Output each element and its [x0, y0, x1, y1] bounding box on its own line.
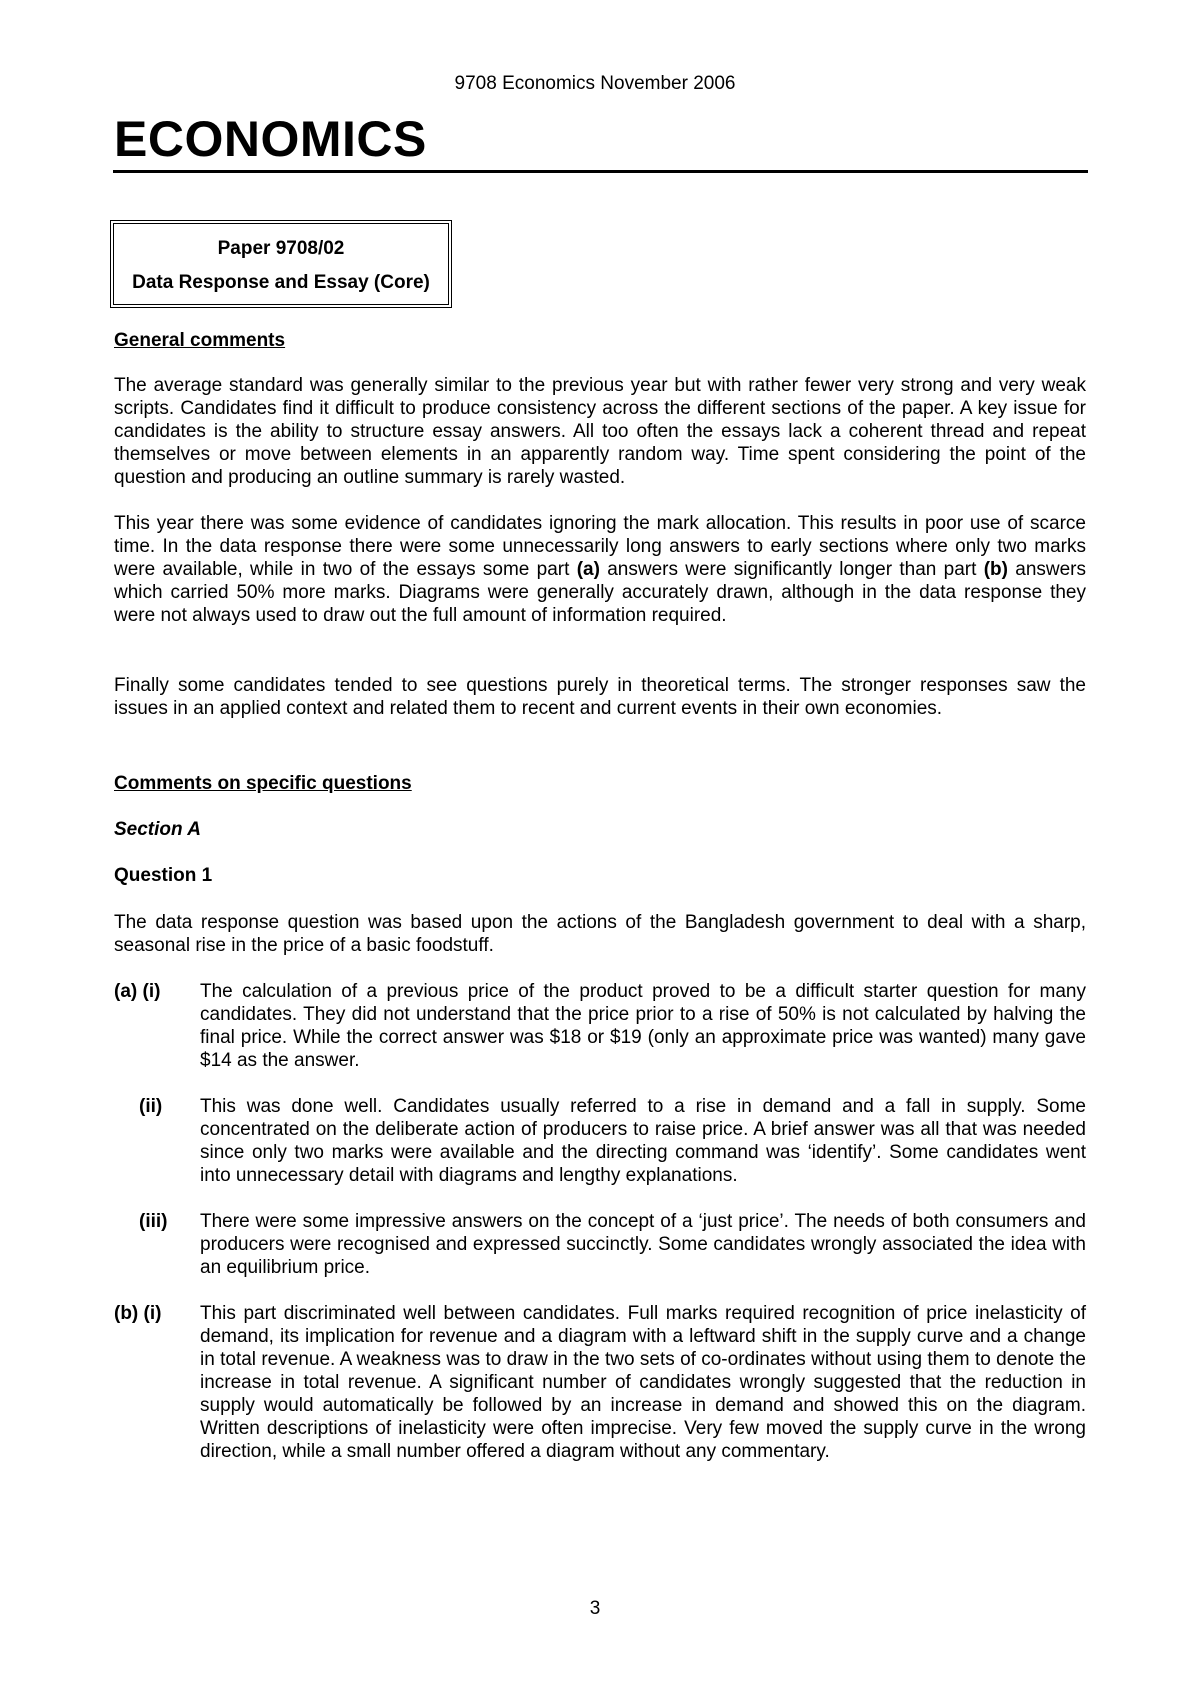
paper-code: Paper 9708/02 — [217, 238, 345, 259]
paper-subtitle: Data Response and Essay (Core) — [132, 272, 430, 293]
item-label: (ii) — [139, 1096, 163, 1117]
paper-info-box — [110, 220, 452, 308]
question-heading: Question 1 — [114, 865, 213, 886]
item-text: This part discriminated well between candidates. Full marks required recognition of price inelasticity of demand, its implication for revenue and a diagram with a leftward shift in the supply curve and a change in total revenue. A weakness was to draw in the two sets of co-ordinates without using them to denote the increase in total revenue. A significant number of candidates wrongly suggested that the reduction in supply would automatically be followed by an increase in demand and showed this on the diagram. Written descriptions of inelasticity were often imprecise. Very few moved the supply curve in the wrong direction, while a small number offered a diagram without any commentary. — [200, 1303, 1086, 1462]
item-text: The calculation of a previous price of the product proved to be a difficult starter question for many candidates. They did not understand that the price prior to a rise of 50% is not calculated by halving the final price. While the correct answer was $18 or $19 (only an approximate price was wanted) many gave $14 as the answer. — [200, 981, 1086, 1071]
general-paragraph-2 — [114, 512, 1086, 627]
item-text: There were some impressive answers on the concept of a ‘just price’. The needs of both consumers and producers were recognised and expressed succinctly. Some candidates wrongly associated the idea with an equilibrium price. — [200, 1211, 1086, 1278]
part-a-ref: (a) — [576, 559, 600, 580]
title-rule — [113, 170, 1088, 173]
part-b-ref: (b) — [983, 559, 1008, 580]
question-intro: The data response question was based upon the actions of the Bangladesh government to deal with a sharp, seasonal rise in the price of a basic foodstuff. — [114, 912, 1086, 956]
page-title: ECONOMICS — [114, 111, 427, 167]
general-paragraph-3: Finally some candidates tended to see questions purely in theoretical terms. The stronger responses saw the issues in an applied context and related them to recent and current events in their own economies. — [114, 675, 1086, 719]
paragraph-text: answers which carried 50% more marks. Diagrams were generally accurately drawn, although in the data response they were not always used to draw out the full amount of information required. — [114, 559, 1086, 626]
general-comments-heading: General comments — [114, 330, 286, 351]
paragraph-text: This year there was some evidence of candidates ignoring the mark allocation. This results in poor use of scarce time. In the data response there were some unnecessarily long answers to early sections where only two marks were available, while in two of the essays some part — [114, 513, 1086, 580]
item-text: This was done well. Candidates usually referred to a rise in demand and a fall in supply. Some concentrated on the deliberate action of producers to raise price. A brief answer was all that was needed since only two marks were available and the directing command was ‘identify’. Some candidates went into unnecessary detail with diagrams and lengthy explanations. — [200, 1096, 1086, 1186]
paragraph-text: answers were significantly longer than part — [599, 559, 984, 580]
general-paragraph-1: The average standard was generally similar to the previous year but with rather fewer very strong and very weak scripts. Candidates find it difficult to produce consistency across the different sections of the paper. A key issue for candidates is the ability to structure essay answers. All too often the essays lack a coherent thread and repeat themselves or move between elements in an apparently random way. Time spent considering the point of the question and producing an outline summary is rarely wasted. — [114, 375, 1086, 488]
item-label: (a) (i) — [114, 981, 161, 1002]
specific-comments-heading: Comments on specific questions — [114, 773, 412, 794]
item-label: (b) (i) — [114, 1303, 162, 1324]
section-heading: Section A — [114, 819, 201, 840]
page-number: 3 — [589, 1598, 601, 1619]
item-label: (iii) — [139, 1211, 168, 1232]
running-head: 9708 Economics November 2006 — [454, 73, 736, 94]
